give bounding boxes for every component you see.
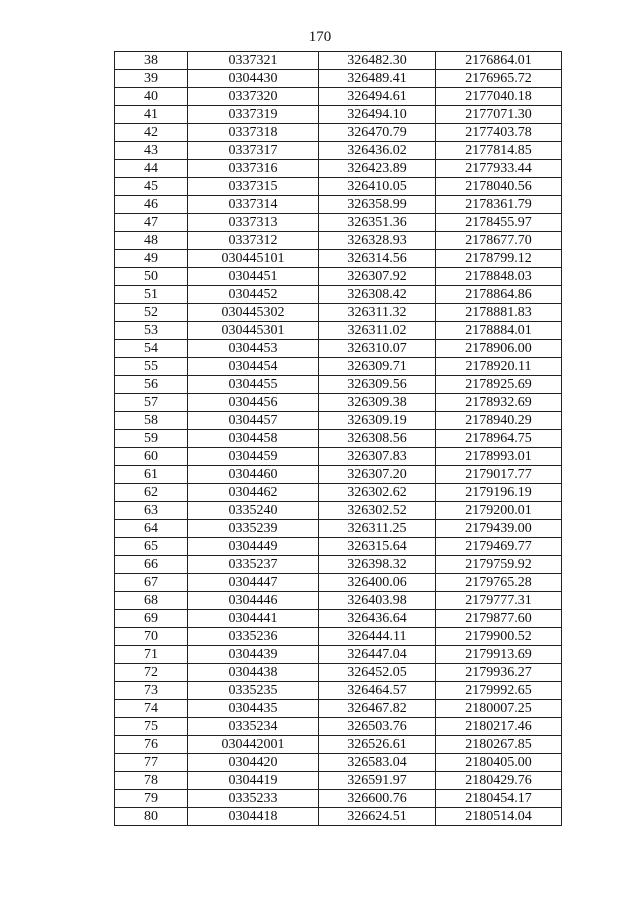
x-coordinate-cell: 326526.61 (319, 736, 436, 754)
point-id-cell: 0304420 (188, 754, 319, 772)
table-row (115, 664, 562, 682)
point-id-cell: 0337317 (188, 142, 319, 160)
point-id-cell: 0304435 (188, 700, 319, 718)
x-coordinate-cell: 326309.38 (319, 394, 436, 412)
coordinates-table-body (115, 52, 562, 826)
table-row (115, 808, 562, 826)
x-coordinate-cell: 326309.56 (319, 376, 436, 394)
row-number-cell: 72 (115, 664, 188, 682)
point-id-cell: 0337313 (188, 214, 319, 232)
table-row (115, 448, 562, 466)
x-coordinate-cell: 326503.76 (319, 718, 436, 736)
y-coordinate-cell: 2178848.03 (436, 268, 562, 286)
table-row (115, 538, 562, 556)
y-coordinate-cell: 2178361.79 (436, 196, 562, 214)
y-coordinate-cell: 2178881.83 (436, 304, 562, 322)
y-coordinate-cell: 2177814.85 (436, 142, 562, 160)
x-coordinate-cell: 326591.97 (319, 772, 436, 790)
point-id-cell: 0304462 (188, 484, 319, 502)
point-id-cell: 030445101 (188, 250, 319, 268)
table-row (115, 682, 562, 700)
y-coordinate-cell: 2178864.86 (436, 286, 562, 304)
row-number-cell: 67 (115, 574, 188, 592)
y-coordinate-cell: 2180454.17 (436, 790, 562, 808)
table-row (115, 88, 562, 106)
row-number-cell: 75 (115, 718, 188, 736)
row-number-cell: 42 (115, 124, 188, 142)
y-coordinate-cell: 2180405.00 (436, 754, 562, 772)
point-id-cell: 0304451 (188, 268, 319, 286)
x-coordinate-cell: 326600.76 (319, 790, 436, 808)
row-number-cell: 55 (115, 358, 188, 376)
row-number-cell: 59 (115, 430, 188, 448)
x-coordinate-cell: 326308.56 (319, 430, 436, 448)
y-coordinate-cell: 2179200.01 (436, 502, 562, 520)
x-coordinate-cell: 326583.04 (319, 754, 436, 772)
x-coordinate-cell: 326302.62 (319, 484, 436, 502)
y-coordinate-cell: 2180267.85 (436, 736, 562, 754)
row-number-cell: 64 (115, 520, 188, 538)
coordinates-table (114, 51, 562, 826)
x-coordinate-cell: 326311.25 (319, 520, 436, 538)
y-coordinate-cell: 2180007.25 (436, 700, 562, 718)
x-coordinate-cell: 326315.64 (319, 538, 436, 556)
table-row (115, 268, 562, 286)
point-id-cell: 0304452 (188, 286, 319, 304)
row-number-cell: 70 (115, 628, 188, 646)
x-coordinate-cell: 326624.51 (319, 808, 436, 826)
x-coordinate-cell: 326436.64 (319, 610, 436, 628)
point-id-cell: 0335240 (188, 502, 319, 520)
table-row (115, 322, 562, 340)
table-row (115, 178, 562, 196)
row-number-cell: 62 (115, 484, 188, 502)
row-number-cell: 54 (115, 340, 188, 358)
x-coordinate-cell: 326482.30 (319, 52, 436, 70)
point-id-cell: 0337318 (188, 124, 319, 142)
y-coordinate-cell: 2177040.18 (436, 88, 562, 106)
x-coordinate-cell: 326464.57 (319, 682, 436, 700)
table-row (115, 736, 562, 754)
table-row (115, 160, 562, 178)
x-coordinate-cell: 326311.02 (319, 322, 436, 340)
x-coordinate-cell: 326400.06 (319, 574, 436, 592)
table-row (115, 124, 562, 142)
table-row (115, 196, 562, 214)
table-row (115, 214, 562, 232)
point-id-cell: 0337319 (188, 106, 319, 124)
point-id-cell: 0304460 (188, 466, 319, 484)
y-coordinate-cell: 2179877.60 (436, 610, 562, 628)
row-number-cell: 68 (115, 592, 188, 610)
x-coordinate-cell: 326452.05 (319, 664, 436, 682)
table-row (115, 718, 562, 736)
row-number-cell: 43 (115, 142, 188, 160)
row-number-cell: 40 (115, 88, 188, 106)
point-id-cell: 0337315 (188, 178, 319, 196)
point-id-cell: 0304454 (188, 358, 319, 376)
point-id-cell: 0335233 (188, 790, 319, 808)
row-number-cell: 47 (115, 214, 188, 232)
y-coordinate-cell: 2179777.31 (436, 592, 562, 610)
x-coordinate-cell: 326423.89 (319, 160, 436, 178)
row-number-cell: 46 (115, 196, 188, 214)
row-number-cell: 51 (115, 286, 188, 304)
point-id-cell: 0304455 (188, 376, 319, 394)
table-row (115, 412, 562, 430)
row-number-cell: 80 (115, 808, 188, 826)
point-id-cell: 0337316 (188, 160, 319, 178)
point-id-cell: 0304453 (188, 340, 319, 358)
row-number-cell: 69 (115, 610, 188, 628)
x-coordinate-cell: 326307.92 (319, 268, 436, 286)
x-coordinate-cell: 326494.61 (319, 88, 436, 106)
x-coordinate-cell: 326410.05 (319, 178, 436, 196)
y-coordinate-cell: 2179913.69 (436, 646, 562, 664)
y-coordinate-cell: 2178993.01 (436, 448, 562, 466)
page-number: 170 (308, 29, 332, 45)
x-coordinate-cell: 326302.52 (319, 502, 436, 520)
y-coordinate-cell: 2179196.19 (436, 484, 562, 502)
row-number-cell: 65 (115, 538, 188, 556)
row-number-cell: 60 (115, 448, 188, 466)
table-row (115, 358, 562, 376)
x-coordinate-cell: 326309.19 (319, 412, 436, 430)
y-coordinate-cell: 2178920.11 (436, 358, 562, 376)
table-row (115, 754, 562, 772)
point-id-cell: 0337320 (188, 88, 319, 106)
y-coordinate-cell: 2180217.46 (436, 718, 562, 736)
y-coordinate-cell: 2178040.56 (436, 178, 562, 196)
x-coordinate-cell: 326328.93 (319, 232, 436, 250)
x-coordinate-cell: 326309.71 (319, 358, 436, 376)
x-coordinate-cell: 326444.11 (319, 628, 436, 646)
point-id-cell: 0335236 (188, 628, 319, 646)
y-coordinate-cell: 2179017.77 (436, 466, 562, 484)
table-row (115, 610, 562, 628)
row-number-cell: 77 (115, 754, 188, 772)
table-row (115, 106, 562, 124)
point-id-cell: 0304449 (188, 538, 319, 556)
row-number-cell: 44 (115, 160, 188, 178)
point-id-cell: 0335237 (188, 556, 319, 574)
point-id-cell: 0304457 (188, 412, 319, 430)
y-coordinate-cell: 2179936.27 (436, 664, 562, 682)
table-row (115, 376, 562, 394)
x-coordinate-cell: 326308.42 (319, 286, 436, 304)
y-coordinate-cell: 2178884.01 (436, 322, 562, 340)
y-coordinate-cell: 2179765.28 (436, 574, 562, 592)
y-coordinate-cell: 2178964.75 (436, 430, 562, 448)
point-id-cell: 0304418 (188, 808, 319, 826)
table-row (115, 556, 562, 574)
row-number-cell: 45 (115, 178, 188, 196)
table-row (115, 232, 562, 250)
table-row (115, 790, 562, 808)
row-number-cell: 61 (115, 466, 188, 484)
x-coordinate-cell: 326447.04 (319, 646, 436, 664)
row-number-cell: 48 (115, 232, 188, 250)
point-id-cell: 0337312 (188, 232, 319, 250)
table-row (115, 340, 562, 358)
y-coordinate-cell: 2178799.12 (436, 250, 562, 268)
row-number-cell: 41 (115, 106, 188, 124)
x-coordinate-cell: 326314.56 (319, 250, 436, 268)
point-id-cell: 030445302 (188, 304, 319, 322)
table-row (115, 430, 562, 448)
row-number-cell: 63 (115, 502, 188, 520)
table-row (115, 646, 562, 664)
table-row (115, 484, 562, 502)
y-coordinate-cell: 2177403.78 (436, 124, 562, 142)
x-coordinate-cell: 326436.02 (319, 142, 436, 160)
row-number-cell: 53 (115, 322, 188, 340)
point-id-cell: 0304419 (188, 772, 319, 790)
y-coordinate-cell: 2179469.77 (436, 538, 562, 556)
table-row (115, 250, 562, 268)
x-coordinate-cell: 326307.83 (319, 448, 436, 466)
table-row (115, 700, 562, 718)
point-id-cell: 0304458 (188, 430, 319, 448)
x-coordinate-cell: 326351.36 (319, 214, 436, 232)
y-coordinate-cell: 2178932.69 (436, 394, 562, 412)
table-row (115, 286, 562, 304)
table-row (115, 772, 562, 790)
y-coordinate-cell: 2179439.00 (436, 520, 562, 538)
row-number-cell: 38 (115, 52, 188, 70)
y-coordinate-cell: 2178906.00 (436, 340, 562, 358)
table-row (115, 628, 562, 646)
y-coordinate-cell: 2176864.01 (436, 52, 562, 70)
y-coordinate-cell: 2179900.52 (436, 628, 562, 646)
row-number-cell: 57 (115, 394, 188, 412)
point-id-cell: 0337321 (188, 52, 319, 70)
table-row (115, 592, 562, 610)
y-coordinate-cell: 2178677.70 (436, 232, 562, 250)
table-row (115, 394, 562, 412)
x-coordinate-cell: 326358.99 (319, 196, 436, 214)
point-id-cell: 0304438 (188, 664, 319, 682)
row-number-cell: 79 (115, 790, 188, 808)
point-id-cell: 0304439 (188, 646, 319, 664)
y-coordinate-cell: 2179992.65 (436, 682, 562, 700)
y-coordinate-cell: 2178455.97 (436, 214, 562, 232)
table-row (115, 52, 562, 70)
row-number-cell: 74 (115, 700, 188, 718)
y-coordinate-cell: 2180514.04 (436, 808, 562, 826)
y-coordinate-cell: 2178940.29 (436, 412, 562, 430)
row-number-cell: 52 (115, 304, 188, 322)
x-coordinate-cell: 326311.32 (319, 304, 436, 322)
point-id-cell: 0337314 (188, 196, 319, 214)
point-id-cell: 0304441 (188, 610, 319, 628)
x-coordinate-cell: 326467.82 (319, 700, 436, 718)
row-number-cell: 71 (115, 646, 188, 664)
x-coordinate-cell: 326307.20 (319, 466, 436, 484)
x-coordinate-cell: 326494.10 (319, 106, 436, 124)
row-number-cell: 56 (115, 376, 188, 394)
row-number-cell: 66 (115, 556, 188, 574)
row-number-cell: 49 (115, 250, 188, 268)
row-number-cell: 50 (115, 268, 188, 286)
y-coordinate-cell: 2180429.76 (436, 772, 562, 790)
row-number-cell: 58 (115, 412, 188, 430)
y-coordinate-cell: 2176965.72 (436, 70, 562, 88)
point-id-cell: 0304430 (188, 70, 319, 88)
y-coordinate-cell: 2177933.44 (436, 160, 562, 178)
y-coordinate-cell: 2179759.92 (436, 556, 562, 574)
point-id-cell: 030442001 (188, 736, 319, 754)
table-row (115, 520, 562, 538)
point-id-cell: 0304456 (188, 394, 319, 412)
table-row (115, 142, 562, 160)
y-coordinate-cell: 2177071.30 (436, 106, 562, 124)
row-number-cell: 39 (115, 70, 188, 88)
y-coordinate-cell: 2178925.69 (436, 376, 562, 394)
point-id-cell: 0335239 (188, 520, 319, 538)
table-row (115, 70, 562, 88)
table-row (115, 304, 562, 322)
point-id-cell: 030445301 (188, 322, 319, 340)
row-number-cell: 78 (115, 772, 188, 790)
row-number-cell: 76 (115, 736, 188, 754)
point-id-cell: 0335235 (188, 682, 319, 700)
x-coordinate-cell: 326403.98 (319, 592, 436, 610)
x-coordinate-cell: 326470.79 (319, 124, 436, 142)
table-row (115, 466, 562, 484)
point-id-cell: 0335234 (188, 718, 319, 736)
table-row (115, 502, 562, 520)
x-coordinate-cell: 326398.32 (319, 556, 436, 574)
point-id-cell: 0304446 (188, 592, 319, 610)
x-coordinate-cell: 326489.41 (319, 70, 436, 88)
row-number-cell: 73 (115, 682, 188, 700)
x-coordinate-cell: 326310.07 (319, 340, 436, 358)
table-row (115, 574, 562, 592)
point-id-cell: 0304447 (188, 574, 319, 592)
point-id-cell: 0304459 (188, 448, 319, 466)
